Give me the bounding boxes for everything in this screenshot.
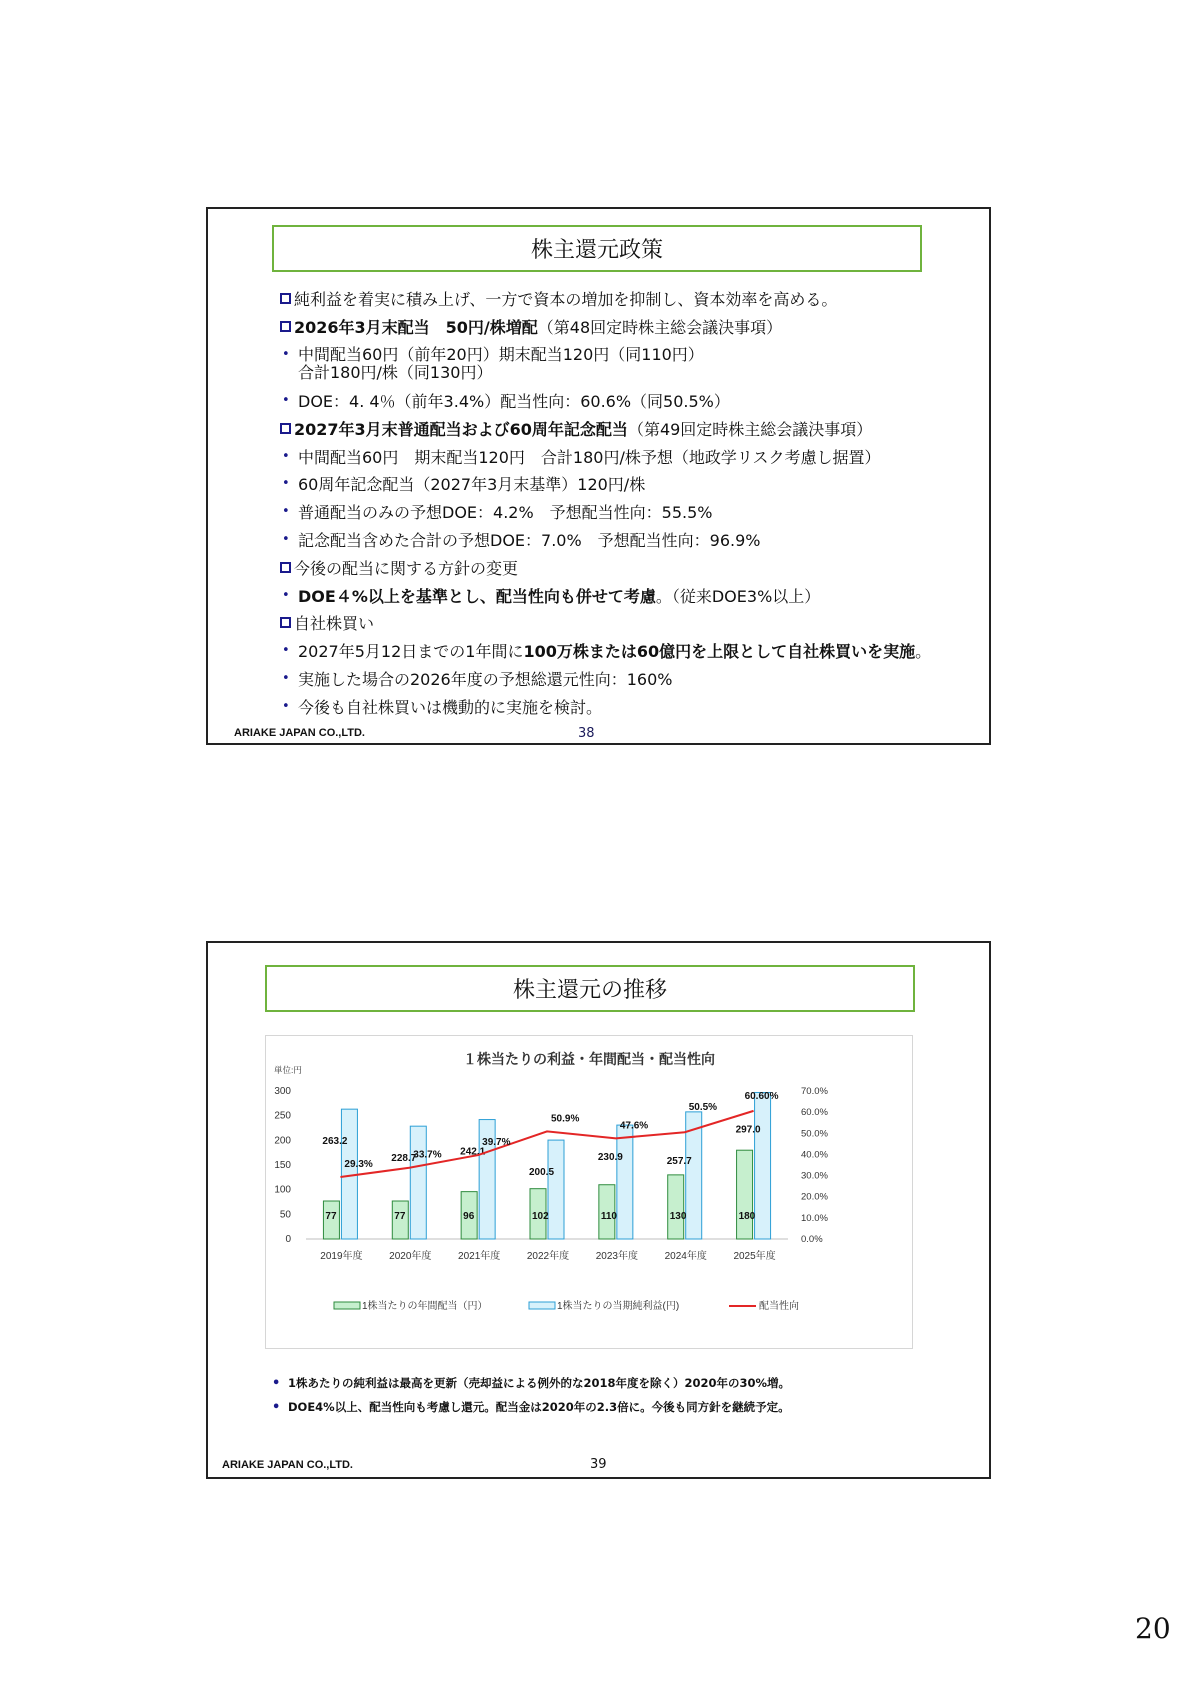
policy-list <box>280 285 980 720</box>
item-text: 中間配当60円（前年20円）期末配当120円（同110円） <box>298 344 704 364</box>
item-text: 今後の配当に関する方針の変更 <box>294 558 519 578</box>
chart-title: １株当たりの利益・年間配当・配当性向 <box>463 1051 715 1067</box>
eps-value-label: 242.1 <box>460 1146 486 1158</box>
item-text: 2027年5月12日までの1年間に <box>298 642 524 662</box>
payout-ratio-label: 60.60% <box>744 1090 779 1102</box>
dividend-value-label: 77 <box>325 1211 337 1222</box>
bullet-icon: • <box>282 698 290 714</box>
bullet-item <box>280 665 980 693</box>
item-text: 2026年3月末配当 50円/株増配 <box>294 318 538 338</box>
bullet-icon: • <box>282 643 290 659</box>
legend-eps-swatch <box>529 1302 555 1309</box>
right-tick-label: 40.0% <box>801 1149 828 1161</box>
chart-panel <box>265 1035 913 1349</box>
section-heading <box>280 313 980 341</box>
right-tick-label: 50.0% <box>801 1128 828 1140</box>
item-text: 普通配当のみの予想DOE：4.2% 予想配当性向：55.5% <box>298 503 713 523</box>
note-item: • 1株あたりの純利益は最高を更新（売却益による例外的な2018年度を除く）2020年の30%増。 <box>272 1375 791 1391</box>
category-label: 2022年度 <box>526 1251 570 1262</box>
payout-ratio-label: 50.9% <box>551 1113 580 1125</box>
legend-dividend-swatch <box>334 1302 360 1309</box>
payout-ratio-label: 47.6% <box>619 1120 649 1132</box>
legend-dividend-label: 1株当たりの年間配当（円） <box>362 1301 488 1312</box>
eps-bar <box>410 1126 426 1239</box>
square-bullet-icon <box>280 293 291 304</box>
dividend-bar <box>668 1175 684 1239</box>
section-heading <box>280 285 980 313</box>
item-text: （第49回定時株主総会議決事項） <box>627 419 873 439</box>
bullet-icon: • <box>282 448 290 464</box>
bullet-item <box>280 526 980 554</box>
item-text: 記念配当含めた合計の予想DOE：7.0% 予想配当性向：96.9% <box>298 530 761 550</box>
item-text: 実施した場合の2026年度の予想総還元性向：160% <box>298 669 673 689</box>
slide-number: 39 <box>590 1457 607 1472</box>
right-tick-label: 10.0% <box>801 1212 828 1224</box>
eps-value-label: 297.0 <box>735 1124 761 1136</box>
item-text: DOE：4. 4％（前年3.4%）配当性向：60.6%（同50.5%） <box>298 391 730 411</box>
square-bullet-icon <box>280 321 291 332</box>
dividend-value-label: 96 <box>463 1211 475 1222</box>
eps-bar <box>617 1125 633 1239</box>
item-text: DOE４%以上を基準とし、配当性向も併せて考慮 <box>298 586 656 606</box>
left-tick-label: 300 <box>274 1086 291 1097</box>
bullet-icon: • <box>282 504 290 520</box>
section-heading <box>280 609 980 637</box>
dividend-value-label: 180 <box>738 1211 756 1222</box>
right-tick-label: 30.0% <box>801 1170 828 1182</box>
left-tick-label: 250 <box>274 1110 291 1122</box>
dividend-bar <box>737 1150 753 1239</box>
bullet-item <box>280 341 980 387</box>
bullet-icon: • <box>282 392 290 408</box>
bullet-icon: • <box>282 670 290 686</box>
dividend-value-label: 110 <box>600 1211 617 1222</box>
left-tick-label: 100 <box>274 1184 291 1196</box>
eps-value-label: 257.7 <box>666 1155 692 1167</box>
square-bullet-icon <box>280 423 291 434</box>
page-number: 20 <box>1135 1612 1171 1645</box>
right-tick-label: 0.0% <box>801 1234 823 1245</box>
payout-ratio-label: 29.3% <box>344 1159 373 1171</box>
chart-notes <box>270 1371 790 1419</box>
left-tick-label: 200 <box>274 1135 291 1147</box>
legend-eps-label: 1株当たりの当期純利益(円) <box>557 1301 680 1312</box>
section-heading <box>280 553 980 581</box>
slide-title: 株主還元政策 <box>272 225 922 272</box>
bullet-icon: • <box>282 587 290 603</box>
dividend-value-label: 77 <box>394 1211 406 1222</box>
bullet-icon: • <box>272 1399 281 1415</box>
section-heading <box>280 414 980 442</box>
legend-ratio-label: 配当性向 <box>759 1301 799 1312</box>
slide-number: 38 <box>578 726 595 741</box>
item-text: 。（従来DOE3%以上） <box>655 586 821 606</box>
bullet-item <box>280 470 980 498</box>
bullet-item <box>280 498 980 526</box>
bullet-icon: • <box>282 346 290 362</box>
category-label: 2020年度 <box>389 1251 432 1262</box>
bullet-item <box>280 442 980 470</box>
item-text: 自社株買い <box>294 614 375 634</box>
slide-39 <box>206 941 991 1479</box>
item-text: 今後も自社株買いは機動的に実施を検討。 <box>298 697 603 717</box>
item-text: 60周年記念配当（2027年3月末基準）120円/株 <box>298 475 646 495</box>
right-tick-label: 70.0% <box>801 1086 828 1097</box>
item-text: 純利益を着実に積み上げ、一方で資本の増加を抑制し、資本効率を高める。 <box>294 290 838 310</box>
item-text: 中間配当60円 期末配当120円 合計180円/株予想（地政学リスク考慮し据置） <box>298 447 881 467</box>
item-text: 合計180円/株（同130円） <box>298 362 493 382</box>
eps-bar <box>548 1140 564 1239</box>
eps-value-label: 228.7 <box>391 1153 417 1165</box>
slide-title: 株主還元の推移 <box>265 965 915 1012</box>
bullet-icon: • <box>282 531 290 547</box>
category-label: 2024年度 <box>664 1251 707 1262</box>
square-bullet-icon <box>280 617 291 628</box>
category-label: 2025年度 <box>733 1251 776 1262</box>
category-label: 2023年度 <box>595 1251 638 1262</box>
company-footer: ARIAKE JAPAN CO.,LTD. <box>234 727 365 739</box>
eps-value-label: 263.2 <box>322 1136 348 1148</box>
slide-38 <box>206 207 991 745</box>
eps-value-label: 230.9 <box>597 1152 623 1164</box>
note-item: • DOE4%以上、配当性向も考慮し還元。配当金は2020年の2.3倍に。今後も同方針を継続予定。 <box>272 1399 790 1415</box>
eps-bar <box>755 1092 771 1239</box>
item-text: 100万株または60億円を上限として自社株買いを実施 <box>523 642 916 662</box>
left-tick-label: 50 <box>279 1209 291 1221</box>
payout-ratio-label: 33.7% <box>413 1149 442 1161</box>
company-footer: ARIAKE JAPAN CO.,LTD. <box>222 1459 353 1471</box>
item-text: 2027年3月末普通配当および60周年記念配当 <box>294 419 628 439</box>
eps-value-label: 200.5 <box>529 1167 555 1179</box>
unit-label: 単位:円 <box>274 1065 302 1075</box>
category-label: 2021年度 <box>458 1251 501 1262</box>
left-tick-label: 0 <box>285 1234 291 1245</box>
dividend-value-label: 102 <box>532 1211 549 1222</box>
left-tick-label: 150 <box>274 1160 291 1171</box>
shareholder-return-chart <box>266 1036 912 1348</box>
item-text: 。 <box>915 642 932 662</box>
payout-ratio-label: 39.7% <box>482 1137 511 1149</box>
bullet-icon: • <box>272 1375 281 1391</box>
right-tick-label: 20.0% <box>801 1191 828 1203</box>
payout-ratio-label: 50.5% <box>688 1102 718 1114</box>
right-tick-label: 60.0% <box>801 1107 828 1119</box>
bullet-item <box>280 637 980 665</box>
category-label: 2019年度 <box>320 1251 363 1262</box>
item-text: （第48回定時株主総会議決事項） <box>537 318 783 338</box>
bullet-item <box>280 692 980 720</box>
square-bullet-icon <box>280 562 291 573</box>
bullet-item <box>280 387 980 415</box>
bullet-icon: • <box>282 476 290 492</box>
dividend-value-label: 130 <box>669 1211 687 1222</box>
bullet-item <box>280 581 980 609</box>
